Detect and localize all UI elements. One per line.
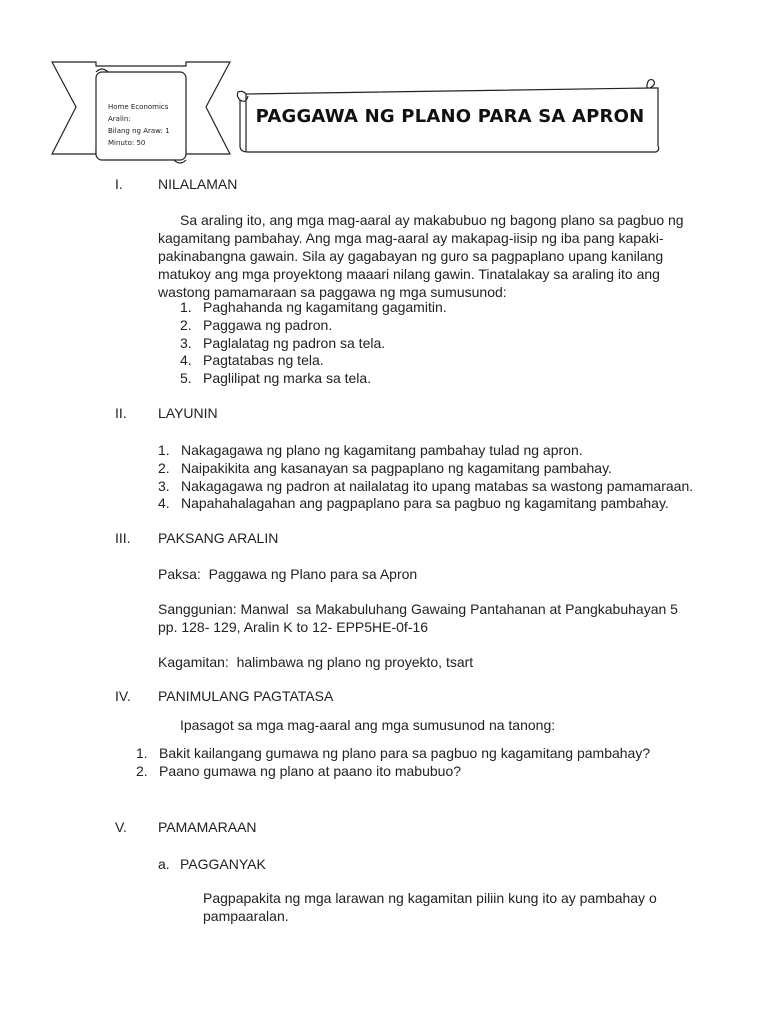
list-item: 5. Paglilipat ng marka sa tela. (180, 370, 372, 387)
section-3-numeral: III. (115, 530, 131, 546)
section-5-title: PAMAMARAAN (158, 819, 257, 835)
section-1-list (180, 299, 447, 388)
list-item: 1. Paghahanda ng kagamitang gagamitin. (180, 299, 447, 315)
lesson-meta (108, 101, 198, 149)
sanggunian-line-1: Sanggunian: Manwal sa Makabuluhang Gawaing Pantahanan at Pangkabuhayan 5 (158, 601, 678, 617)
section-4-numeral: IV. (115, 688, 131, 704)
section-4-title: PANIMULANG PAGTATASA (158, 688, 334, 704)
page-title: PAGGAWA NG PLANO PARA SA APRON (255, 106, 645, 127)
section-1-title: NILALAMAN (158, 176, 238, 192)
list-item: 2. Naipakikita ang kasanayan sa pagpaplano ng kagamitang pambahay. (158, 459, 612, 476)
section-4-list (136, 745, 650, 781)
list-item: 2. Paano gumawa ng plano at paano ito mabubuo? (136, 762, 462, 779)
list-item: 1. Nakagagawa ng plano ng kagamitang pambahay tulad ng apron. (158, 442, 583, 458)
list-item: 1. Bakit kailangang gumawa ng plano para sa pagbuo ng kagamitang pambahay? (136, 745, 651, 761)
meta-minutes: Minuto: 50 (108, 139, 146, 147)
pagganyak-line-2: pampaaralan. (203, 908, 289, 924)
section-5-numeral: V. (115, 819, 127, 835)
section-4-intro: Ipasagot sa mga mag-aaral ang mga sumusunod na tanong: (180, 717, 556, 733)
subsection-a-heading (158, 855, 266, 873)
meta-lesson: Aralin: (108, 115, 131, 123)
list-item: 3. Paglalatag ng padron sa tela. (180, 334, 386, 351)
section-3-title: PAKSANG ARALIN (158, 530, 279, 546)
section-2-numeral: II. (115, 405, 127, 421)
section-2-title: LAYUNIN (158, 405, 218, 421)
sanggunian-line-2: pp. 128- 129, Aralin K to 12- EPP5HE-0f-16 (158, 619, 429, 635)
subsection-a-label: a. (158, 856, 170, 872)
section-1-numeral: I. (115, 176, 123, 192)
pagganyak-line-1: Pagpapakita ng mga larawan ng kagamitan piliin kung ito ay pambahay o (203, 890, 657, 906)
list-item: 4. Pagtatabas ng tela. (180, 352, 324, 369)
kagamitan-line: Kagamitan: halimbawa ng plano ng proyekto, tsart (158, 654, 474, 670)
section-2-list (158, 442, 693, 513)
list-item: 2. Paggawa ng padron. (180, 316, 333, 333)
section-1-paragraph: Sa araling ito, ang mga mag-aaral ay makabubuo ng bagong plano sa pagbuo ng kagamitang pambahay. Ang mga mag-aaral ay makapag-iisip ng iba pang kapaki-pakinabangna gawain. Sila ay gagabayan ng guro sa pagpaplano upang kanilang matukoy ang mga proyektong maaari nilang gawin. Tinatalakay sa araling ito ang wastong pamamaraan sa paggawa ng mga sumusunod: (158, 212, 684, 300)
meta-day: Bilang ng Araw: 1 (108, 127, 170, 135)
meta-subject: Home Economics (108, 103, 169, 111)
list-item: 4. Napahahalagahan ang pagpaplano para sa pagbuo ng kagamitang pambahay. (158, 495, 669, 512)
paksa-line: Paksa: Paggawa ng Plano para sa Apron (158, 566, 418, 582)
subsection-a-title: PAGGANYAK (180, 856, 266, 872)
list-item: 3. Nakagagawa ng padron at nailalatag ito upang matabas sa wastong pamamaraan. (158, 477, 694, 494)
